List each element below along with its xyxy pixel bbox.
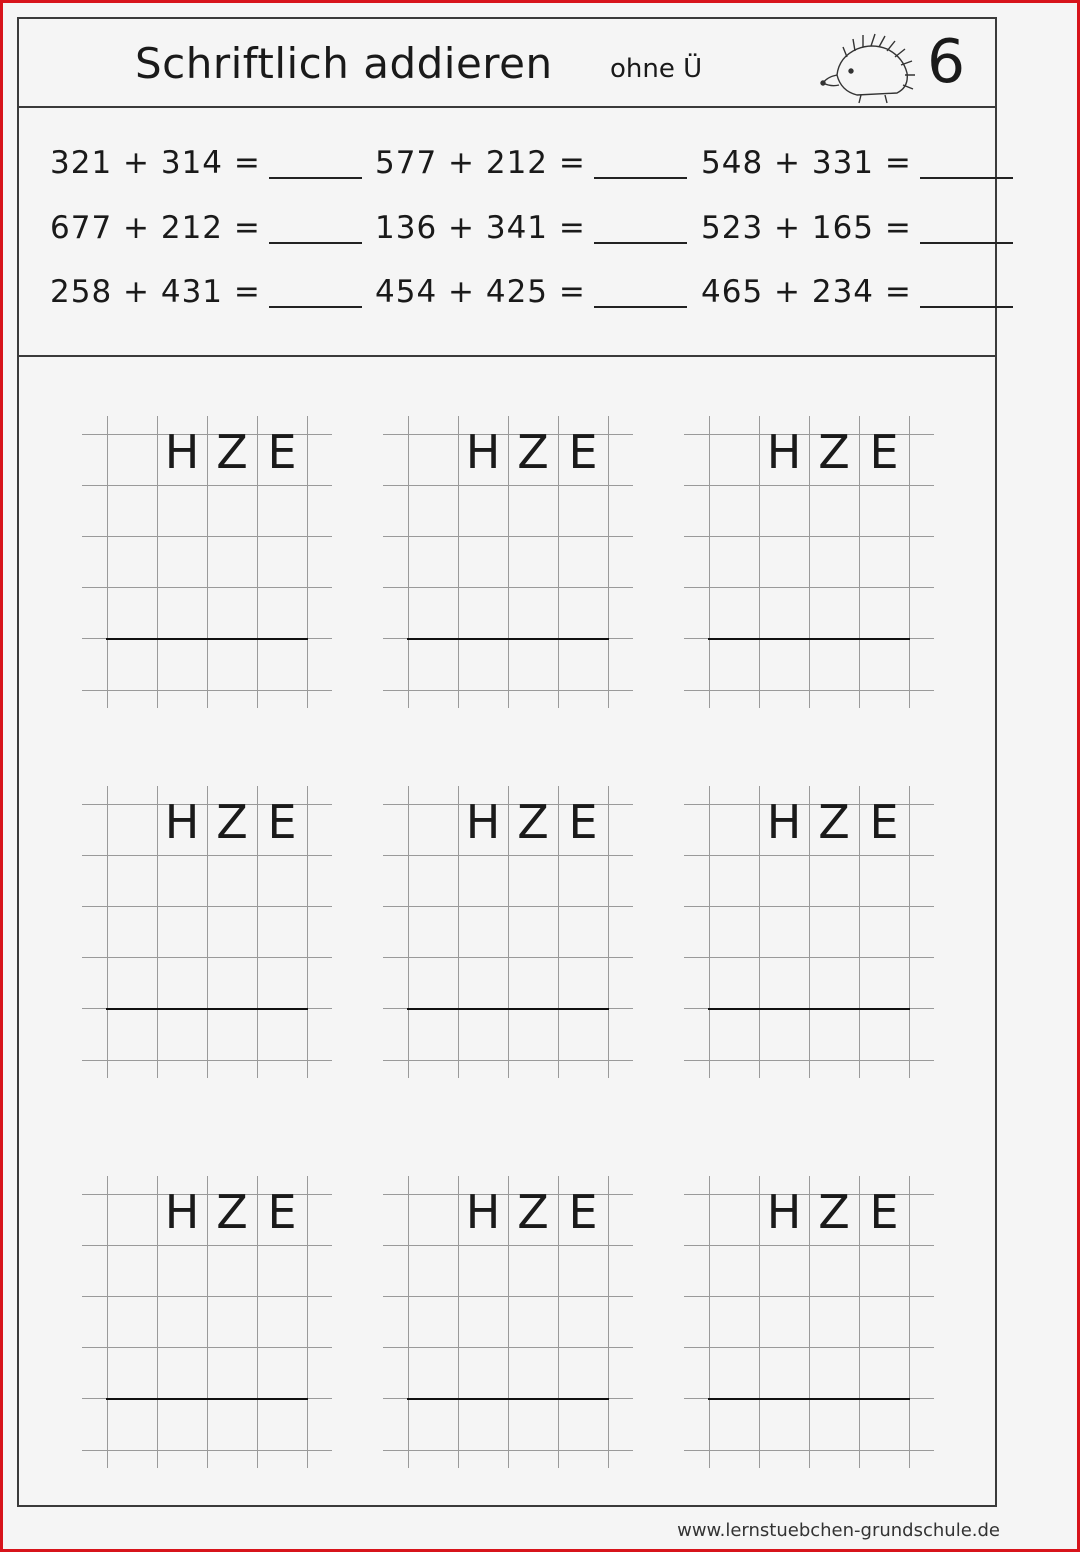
task-expression: 523 + 165 =: [701, 210, 912, 246]
place-value-grid[interactable]: [82, 416, 332, 708]
grid-line: [307, 786, 308, 1078]
place-value-header: H: [164, 795, 200, 849]
place-value-grid[interactable]: [383, 786, 633, 1078]
place-value-header: Z: [517, 1185, 549, 1239]
sum-line: [106, 1008, 308, 1010]
place-value-grid[interactable]: [684, 786, 934, 1078]
grid-line: [107, 416, 108, 708]
place-value-header: Z: [818, 1185, 850, 1239]
task-item: [50, 145, 362, 181]
place-value-header: H: [164, 425, 200, 479]
grid-line: [107, 786, 108, 1078]
website-url: www.lernstuebchen-grundschule.de: [677, 1520, 1000, 1541]
grid-line: [408, 416, 409, 708]
place-value-header: E: [869, 795, 899, 849]
grid-line: [307, 1176, 308, 1468]
sheet-number: 6: [927, 27, 966, 97]
sum-line: [708, 638, 910, 640]
grid-line: [709, 416, 710, 708]
answer-blank[interactable]: [920, 220, 1013, 244]
answer-blank[interactable]: [920, 284, 1013, 308]
page-subtitle: ohne Ü: [610, 54, 703, 84]
place-value-header: Z: [818, 425, 850, 479]
grid-line: [107, 1176, 108, 1468]
grid-line: [608, 1176, 609, 1468]
hedgehog-icon: [817, 27, 917, 111]
task-item: [375, 274, 687, 310]
place-value-header: Z: [517, 425, 549, 479]
sum-line: [708, 1398, 910, 1400]
place-value-header: Z: [216, 795, 248, 849]
task-item: [701, 210, 1013, 246]
place-value-header: E: [267, 425, 297, 479]
place-value-grid[interactable]: [383, 1176, 633, 1468]
grid-line: [608, 416, 609, 708]
place-value-header: E: [568, 795, 598, 849]
place-value-header: Z: [818, 795, 850, 849]
answer-blank[interactable]: [594, 220, 687, 244]
place-value-header: H: [465, 795, 501, 849]
place-value-grid[interactable]: [82, 1176, 332, 1468]
answer-blank[interactable]: [269, 284, 362, 308]
place-value-header: H: [164, 1185, 200, 1239]
task-expression: 136 + 341 =: [375, 210, 586, 246]
answer-blank[interactable]: [269, 220, 362, 244]
task-expression: 548 + 331 =: [701, 145, 912, 181]
place-value-header: Z: [216, 1185, 248, 1239]
sum-line: [407, 638, 609, 640]
answer-blank[interactable]: [920, 155, 1013, 179]
worksheet-header: [17, 17, 997, 108]
sum-line: [407, 1008, 609, 1010]
place-value-header: H: [465, 1185, 501, 1239]
place-value-grid[interactable]: [684, 1176, 934, 1468]
grid-line: [608, 786, 609, 1078]
task-expression: 465 + 234 =: [701, 274, 912, 310]
sum-line: [106, 1398, 308, 1400]
place-value-grid[interactable]: [383, 416, 633, 708]
task-expression: 577 + 212 =: [375, 145, 586, 181]
task-item: [375, 210, 687, 246]
task-item: [375, 145, 687, 181]
sum-line: [106, 638, 308, 640]
task-expression: 677 + 212 =: [50, 210, 261, 246]
place-value-header: E: [869, 1185, 899, 1239]
place-value-header: E: [869, 425, 899, 479]
grid-line: [909, 416, 910, 708]
place-value-header: E: [568, 1185, 598, 1239]
task-expression: 454 + 425 =: [375, 274, 586, 310]
place-value-header: H: [766, 1185, 802, 1239]
task-item: [50, 274, 362, 310]
task-item: [701, 145, 1013, 181]
place-value-header: H: [465, 425, 501, 479]
place-value-header: E: [568, 425, 598, 479]
sum-line: [708, 1008, 910, 1010]
place-value-grid[interactable]: [82, 786, 332, 1078]
place-value-header: H: [766, 795, 802, 849]
place-value-header: E: [267, 795, 297, 849]
answer-blank[interactable]: [269, 155, 362, 179]
grid-line: [709, 786, 710, 1078]
grid-line: [909, 786, 910, 1078]
grid-line: [408, 1176, 409, 1468]
task-expression: 321 + 314 =: [50, 145, 261, 181]
place-value-header: E: [267, 1185, 297, 1239]
sum-line: [407, 1398, 609, 1400]
place-value-header: Z: [216, 425, 248, 479]
task-item: [50, 210, 362, 246]
grid-line: [909, 1176, 910, 1468]
place-value-header: Z: [517, 795, 549, 849]
answer-blank[interactable]: [594, 284, 687, 308]
page-title: Schriftlich addieren: [135, 39, 553, 88]
place-value-header: H: [766, 425, 802, 479]
answer-blank[interactable]: [594, 155, 687, 179]
task-list: [17, 107, 997, 357]
grid-line: [709, 1176, 710, 1468]
place-value-grid[interactable]: [684, 416, 934, 708]
grid-line: [408, 786, 409, 1078]
task-expression: 258 + 431 =: [50, 274, 261, 310]
task-item: [701, 274, 1013, 310]
grid-line: [307, 416, 308, 708]
